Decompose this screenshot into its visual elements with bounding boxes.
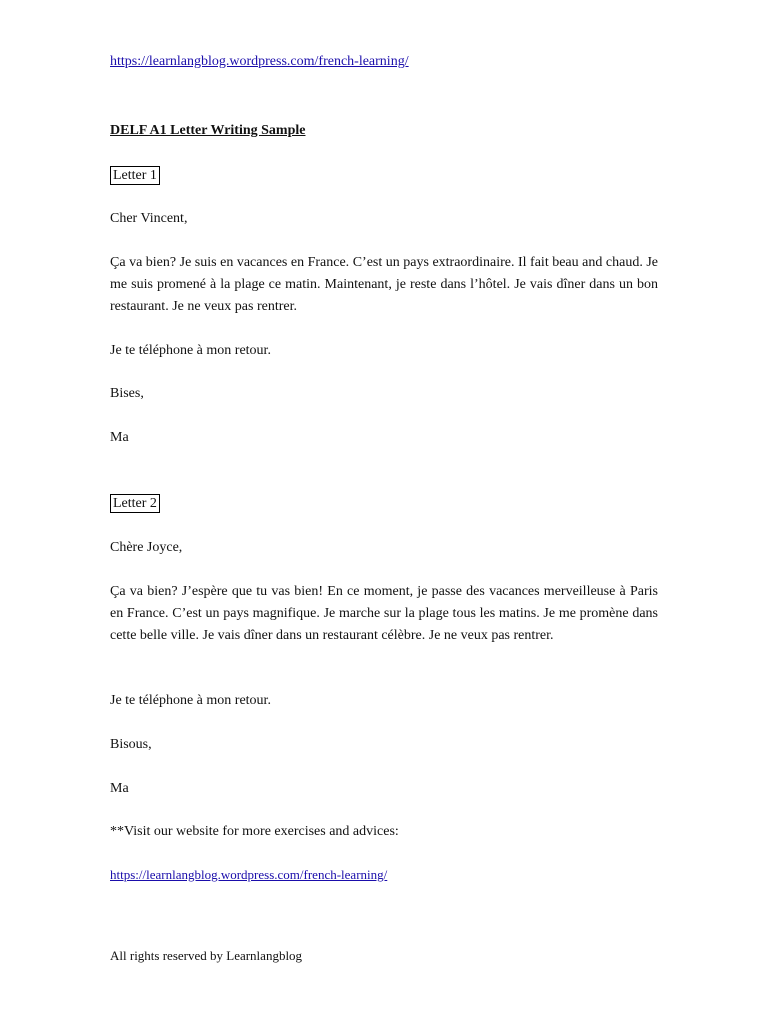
letter2-label-line <box>110 493 160 515</box>
header-url-link[interactable]: https://learnlangblog.wordpress.com/french-learning/ <box>110 54 409 69</box>
document-title: DELF A1 Letter Writing Sample <box>110 123 306 138</box>
letter1-closing-line: Je te téléphone à mon retour. <box>110 343 271 358</box>
letter1-label-line <box>110 165 160 187</box>
letter1-body: Ça va bien? Je suis en vacances en France. C’est un pays extraordinaire. Il fait beau and chaud. Je me suis promené à la plage ce matin. Maintenant, je reste dans l’hôtel. Je vais dîner dans un bon restaurant. Je ne veux pas rentrer. <box>110 255 658 314</box>
letter1-signoff: Bises, <box>110 386 144 401</box>
letter1-greeting: Cher Vincent, <box>110 211 188 226</box>
letter2-signoff: Bisous, <box>110 737 152 752</box>
letter2-body: Ça va bien? J’espère que tu vas bien! En ce moment, je passe des vacances merveilleuse à Paris en France. C’est un pays magnifique. Je marche sur la plage tous les matins. Je me promène dans cette belle ville. Je vais dîner dans un restaurant célèbre. Je ne veux pas rentrer. <box>110 584 658 643</box>
letter2-label: Letter 2 <box>110 494 160 513</box>
document-title-line <box>110 120 305 142</box>
letter2-closing-line: Je te téléphone à mon retour. <box>110 693 271 708</box>
letter1-label: Letter 1 <box>110 166 160 185</box>
letter2-greeting: Chère Joyce, <box>110 540 183 555</box>
footer-link-line <box>110 864 387 886</box>
header-link-line <box>110 51 409 73</box>
rights-notice: All rights reserved by Learnlangblog <box>110 948 303 963</box>
footer-url-link[interactable]: https://learnlangblog.wordpress.com/french-learning/ <box>110 867 388 882</box>
letter2-signature: Ma <box>110 781 129 796</box>
visit-website-text: **Visit our website for more exercises and advices: <box>110 824 399 839</box>
letter1-signature: Ma <box>110 430 129 445</box>
